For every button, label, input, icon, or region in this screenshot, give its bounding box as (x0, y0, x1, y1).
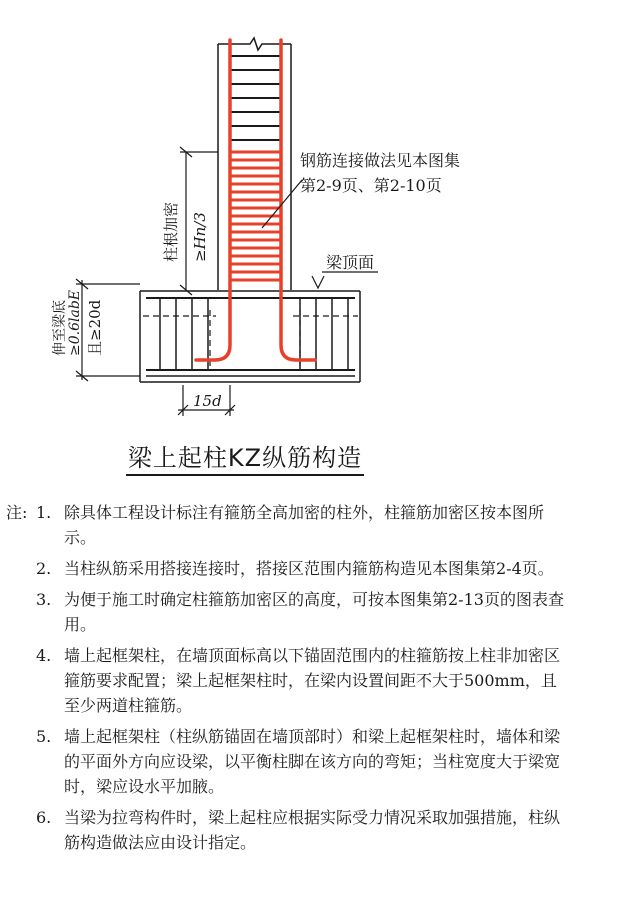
notes-section (6, 500, 566, 861)
bend-value: 15d (193, 392, 222, 410)
note-number: 3. (36, 590, 52, 609)
note-text: 为便于施工时确定柱箍筋加密区的高度，可按本图集第2-13页的图表查用。 (64, 590, 564, 634)
notes-head: 注: (6, 503, 28, 522)
note-item (6, 643, 566, 718)
dense-zone-label: 柱根加密 (162, 201, 180, 262)
note-text: 墙上起框架柱（柱纵筋锚固在墙顶部时）和梁上起框架柱时，墙体和梁的平面外方向应设梁，以平衡柱脚在该方向的弯矩；当柱宽度大于梁宽时，梁应设水平加腋。 (64, 727, 561, 796)
callout-line-2: 第2-9页、第2-10页 (300, 176, 442, 195)
column-stirrups (230, 56, 281, 140)
note-item (6, 724, 566, 799)
beam-outline (140, 291, 360, 382)
and-value: 且≥20d (86, 299, 104, 356)
beam-stirrups (160, 298, 348, 370)
extend-label: 伸至梁底 (52, 300, 68, 356)
extend-value: ≥0.6labE (67, 289, 83, 356)
note-text: 当梁为拉弯构件时，梁上起柱应根据实际受力情况采取加强措施，柱纵筋构造做法应由设计指定。 (64, 808, 561, 852)
beam-top-label: 梁顶面 (326, 253, 375, 272)
note-number: 4. (36, 646, 52, 665)
note-number: 2. (36, 559, 52, 578)
note-item (6, 805, 566, 855)
note-number: 1. (36, 503, 52, 522)
beam-top-marker (312, 272, 378, 288)
note-text: 当柱纵筋采用搭接连接时，搭接区范围内箍筋构造见本图集第2-4页。 (64, 559, 554, 578)
note-item (6, 587, 566, 637)
note-item (6, 556, 566, 581)
dense-zone-value: ≥Hn/3 (191, 212, 209, 262)
note-number: 5. (36, 727, 52, 746)
note-text: 除具体工程设计标注有箍筋全高加密的柱外，柱箍筋加密区按本图所示。 (64, 503, 545, 547)
callout-line-1: 钢筋连接做法见本图集 (300, 151, 461, 170)
note-number: 6. (36, 808, 52, 827)
drawing-title: 梁上起柱KZ纵筋构造 (0, 438, 490, 473)
column-on-beam-detail-drawing (0, 0, 630, 440)
column-dense-stirrups (230, 152, 281, 280)
note-item (6, 500, 566, 550)
note-text: 墙上起框架柱，在墙顶面标高以下锚固范围内的柱箍筋按上柱非加密区箍筋要求配置；梁上起框架柱时，在梁内设置间距不大于500mm，且至少两道柱箍筋。 (64, 646, 561, 715)
